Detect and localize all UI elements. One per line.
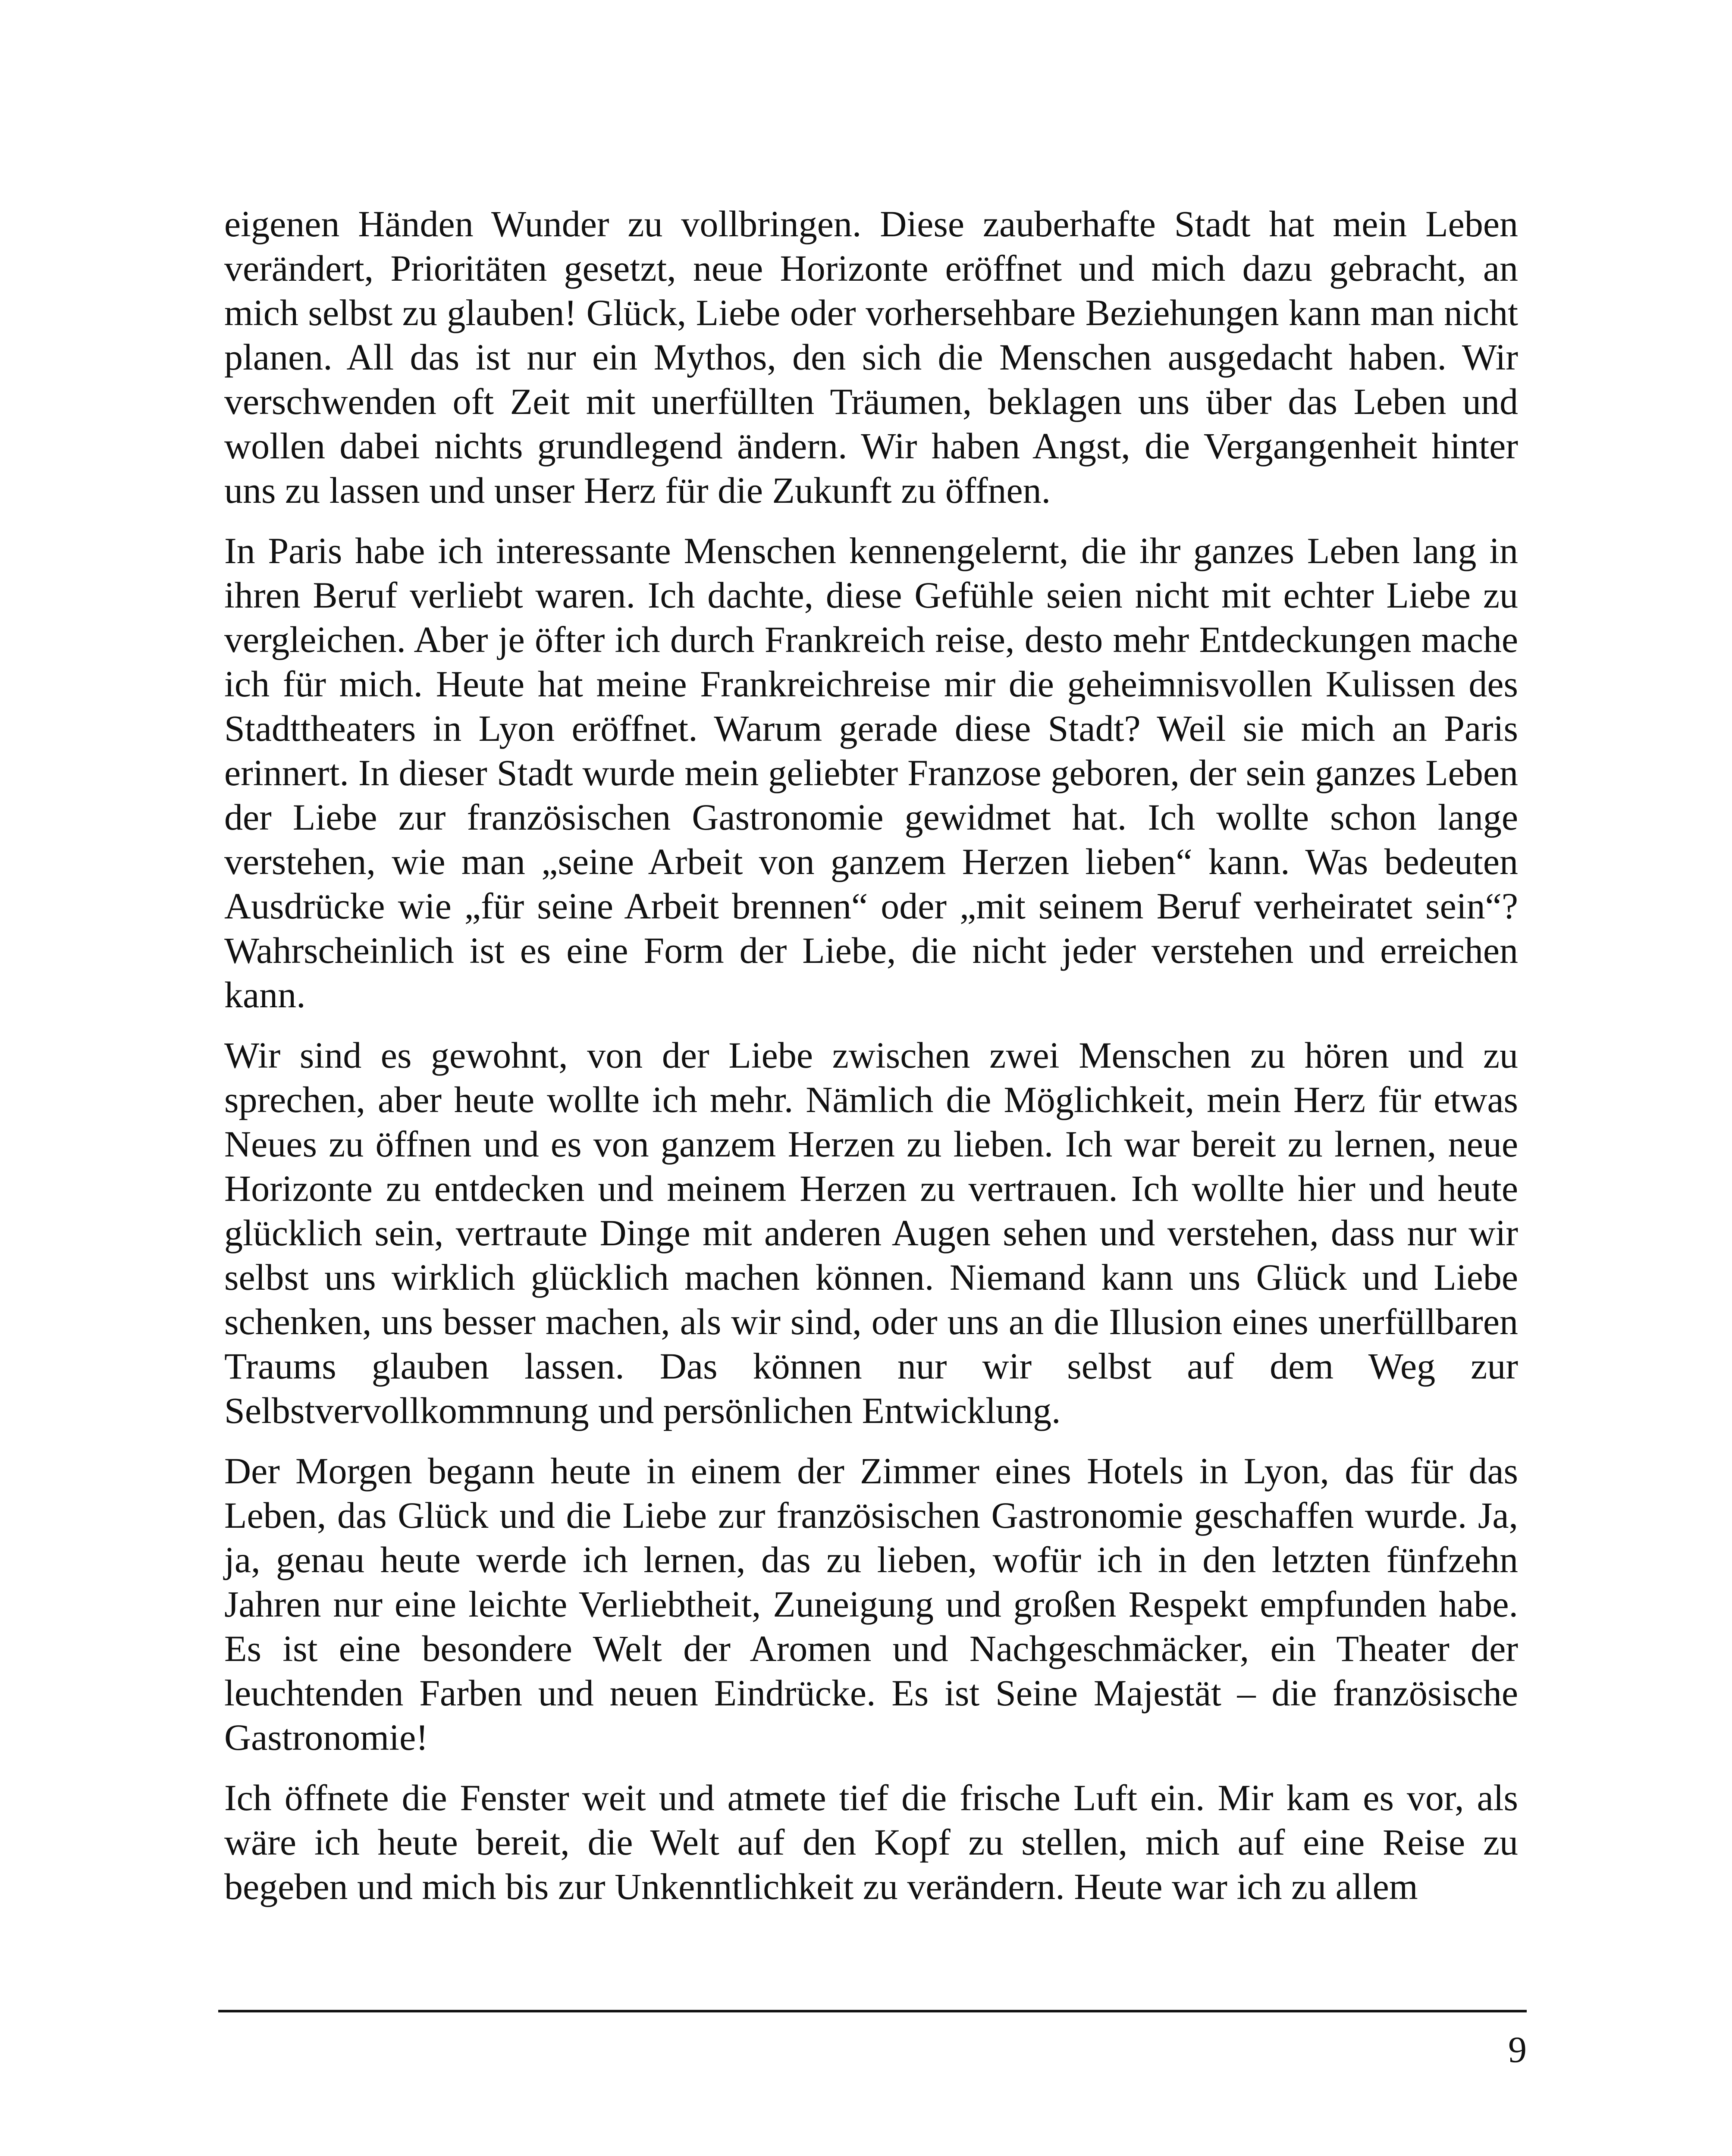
footer-divider bbox=[218, 2010, 1527, 2012]
paragraph-2: In Paris habe ich interessante Menschen kennengelernt, die ihr ganzes Leben lang in ihren Beruf verliebt waren. Ich dachte, diese Gefühle seien nicht mit echter Liebe zu vergleichen. Aber je öfter ich durch Frankreich reise, desto mehr Entdeckungen mache ich für mich. Heute hat meine Frankreichreise mir die geheimnisvollen Kulissen des Stadttheaters in Lyon eröffnet. Warum gerade diese Stadt? Weil sie mich an Paris erinnert. In dieser Stadt wurde mein geliebter Franzose geboren, der sein ganzes Leben der Liebe zur französischen Gastronomie gewidmet hat. Ich wollte schon lange verstehen, wie man „seine Arbeit von ganzem Herzen lieben“ kann. Was bedeuten Ausdrücke wie „für seine Arbeit brennen“ oder „mit seinem Beruf verheiratet sein“? Wahrscheinlich ist es eine Form der Liebe, die nicht jeder verstehen und erreichen kann. bbox=[224, 530, 1518, 1015]
page-number: 9 bbox=[1508, 2029, 1527, 2070]
paragraph-4: Der Morgen begann heute in einem der Zimmer eines Hotels in Lyon, das für das Leben, das Glück und die Liebe zur französischen Gastronomie geschaffen wurde. Ja, ja, genau heute werde ich lernen, das zu lieben, wofür ich in den letzten fünfzehn Jahren nur eine leichte Verliebtheit, Zuneigung und großen Respekt empfunden habe. Es ist eine besondere Welt der Aromen und Nachgeschmäcker, ein Theater der leuchtenden Farben und neuen Eindrücke. Es ist Seine Majestät – die französische Gastronomie! bbox=[224, 1450, 1518, 1758]
paragraph-3: Wir sind es gewohnt, von der Liebe zwischen zwei Menschen zu hören und zu sprechen, aber heute wollte ich mehr. Nämlich die Möglichkeit, mein Herz für etwas Neues zu öffnen und es von ganzem Herzen zu lieben. Ich war bereit zu lernen, neue Horizonte zu entdecken und meinem Herzen zu vertrauen. Ich wollte hier und heute glücklich sein, vertraute Dinge mit anderen Augen sehen und verstehen, dass nur wir selbst uns wirklich glücklich machen können. Niemand kann uns Glück und Liebe schenken, uns besser machen, als wir sind, oder uns an die Illusion eines unerfüllbaren Traums glauben lassen. Das können nur wir selbst auf dem Weg zur Selbstvervollkommnung und persönlichen Entwicklung. bbox=[224, 1034, 1518, 1431]
paragraph-1: eigenen Händen Wunder zu vollbringen. Diese zauberhafte Stadt hat mein Leben verändert, Prioritäten gesetzt, neue Horizonte eröffnet und mich dazu gebracht, an mich selbst zu glauben! Glück, Liebe oder vorhersehbare Beziehungen kann man nicht planen. All das ist nur ein Mythos, den sich die Menschen ausgedacht haben. Wir verschwenden oft Zeit mit unerfüllten Träumen, beklagen uns über das Leben und wollen dabei nichts grundlegend ändern. Wir haben Angst, die Vergangenheit hinter uns zu lassen und unser Herz für die Zukunft zu öffnen. bbox=[224, 203, 1518, 511]
body-text bbox=[224, 202, 1518, 1925]
paragraph-5: Ich öffnete die Fenster weit und atmete tief die frische Luft ein. Mir kam es vor, als wäre ich heute bereit, die Welt auf den Kopf zu stellen, mich auf eine Reise zu begeben und mich bis zur Unkenntlichkeit zu verändern. Heute war ich zu allem bbox=[224, 1777, 1518, 1907]
